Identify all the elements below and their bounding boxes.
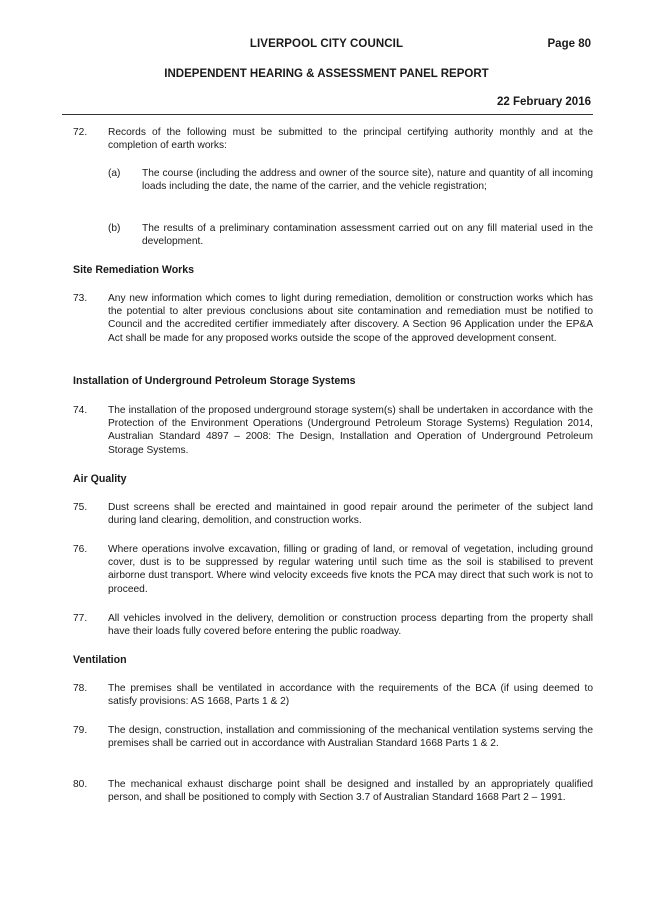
subcondition-text: The course (including the address and owner of the source site), nature and quantity of all incoming loads including the date, the name of the carrier, and the vehicle registration; — [142, 168, 593, 193]
condition-number: 73. — [73, 293, 88, 304]
section-heading-site-remediation: Site Remediation Works — [73, 264, 195, 276]
section-heading-ventilation: Ventilation — [73, 654, 127, 666]
condition-number: 76. — [73, 544, 88, 555]
condition-77 — [73, 612, 593, 638]
report-date: 22 February 2016 — [497, 96, 591, 108]
condition-number: 75. — [73, 502, 88, 513]
page-number: Page 80 — [547, 38, 591, 50]
condition-74 — [73, 404, 593, 457]
condition-text: The installation of the proposed underground storage system(s) shall be undertaken in accordance with the Protection of the Environment Operations (Underground Petroleum Storage Systems) Regulation 2014, Australian Standard 4897 – 2008: The Design, Installation and Operation of Underground Petroleum Storage Systems. — [108, 405, 593, 456]
condition-text: All vehicles involved in the delivery, demolition or construction process departing from the property shall have their loads fully covered before entering the public roadway. — [108, 613, 593, 638]
condition-72 — [73, 126, 593, 152]
condition-72a — [108, 167, 593, 193]
condition-text: The design, construction, installation and commissioning of the mechanical ventilation systems serving the premises shall be carried out in accordance with Australian Standard 1668 Parts 1 & 2. — [108, 725, 593, 750]
condition-number: 77. — [73, 613, 88, 624]
condition-80 — [73, 778, 593, 804]
condition-text: The mechanical exhaust discharge point shall be designed and installed by an appropriately qualified person, and shall be positioned to comply with Section 3.7 of Australian Standard 1668 Part 2 – 1991. — [108, 779, 593, 804]
council-name: LIVERPOOL CITY COUNCIL — [249, 38, 404, 50]
condition-text: Dust screens shall be erected and maintained in good repair around the perimeter of the subject land during land clearing, demolition, and construction works. — [108, 502, 593, 527]
condition-number: 79. — [73, 725, 88, 736]
subcondition-text: The results of a preliminary contamination assessment carried out on any fill material used in the development. — [142, 223, 593, 248]
condition-79 — [73, 724, 593, 750]
section-heading-air-quality: Air Quality — [73, 473, 127, 485]
condition-text: Any new information which comes to light during remediation, demolition or construction works which has the potential to alter previous conclusions about site contamination and remediation must be notified to Council and the accredited certifier immediately after discovery. A Section 96 Application under the EP&A Act shall be made for any proposed works outside the scope of the approved development consent. — [108, 293, 593, 344]
header-divider — [62, 114, 593, 115]
subcondition-label: (b) — [108, 223, 121, 234]
condition-76 — [73, 543, 593, 596]
condition-number: 74. — [73, 405, 88, 416]
condition-72b — [108, 222, 593, 248]
condition-number: 80. — [73, 779, 88, 790]
condition-text: Records of the following must be submitted to the principal certifying authority monthly and at the completion of earth works: — [108, 127, 593, 152]
condition-78 — [73, 682, 593, 708]
condition-number: 78. — [73, 683, 88, 694]
condition-number: 72. — [73, 127, 88, 138]
condition-73 — [73, 292, 593, 345]
condition-75 — [73, 501, 593, 527]
section-heading-petroleum-storage: Installation of Underground Petroleum Storage Systems — [73, 375, 356, 387]
subcondition-label: (a) — [108, 168, 121, 179]
condition-text: Where operations involve excavation, filling or grading of land, or removal of vegetation, including ground cover, dust is to be suppressed by regular watering until such time as the soil is stabilised to prevent airborne dust transport. Where wind velocity exceeds five knots the PCA may direct that such work is not to proceed. — [108, 544, 593, 595]
report-title: INDEPENDENT HEARING & ASSESSMENT PANEL REPORT — [164, 68, 489, 80]
condition-text: The premises shall be ventilated in accordance with the requirements of the BCA (if using deemed to satisfy provisions: AS 1668, Parts 1 & 2) — [108, 683, 593, 708]
